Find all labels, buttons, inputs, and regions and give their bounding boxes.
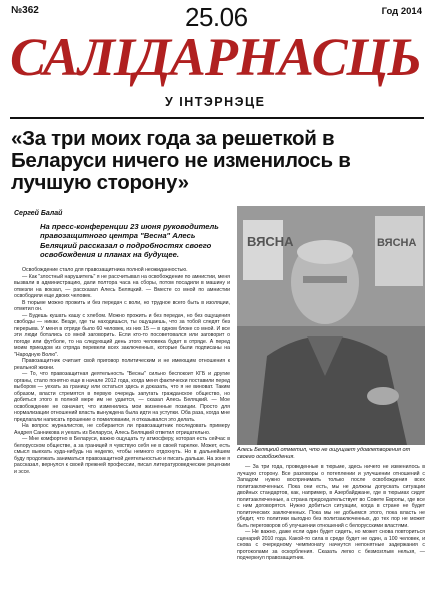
portrait-image bbox=[237, 206, 425, 445]
body-paragraph: На вопрос журналистов, не собирается ли правозащитник последовать примеру Андрея Санникова и уехать из Беларуси, Алесь Беляцкий ответил отрицательно. bbox=[14, 423, 230, 436]
body-paragraph: — То, что правозащитная деятельность "Весны" сильно беспокоит КГБ и другие органы, стало понятно еще в начале 2012 года, когда меня фактически поставили перед выбором — уехать за границу или остаться здесь и доказать, что я не виноват. Таким образом, власти стремятся в первую очередь запугать гражданское общество, но добиться этого в полной мере им не удается, — сказал Алесь Беляцкий. — Мое освобождение не означает, что изменились мои жизненные позиции. Просто для нормализации отношений власть вынуждена была идти на уступки. Оба раза, когда мне предлагали написать прошение о помиловании, я отказывался это делать. bbox=[14, 371, 230, 423]
masthead-subtitle: У ІНТЭРНЭЦЕ bbox=[165, 95, 266, 109]
header-divider bbox=[10, 117, 424, 119]
issue-date: 25.06 bbox=[185, 2, 248, 32]
article-lead: На пресс-конференции 23 июня руководитель правозащитного центра "Весна" Алесь Беляцкий рассказал о подробностях своего освобождения и планах на будущее. bbox=[40, 222, 219, 259]
body-paragraph: — Будешь кушать кашу с хлебом. Можно прожить и без передач, но без ощущения свободы — никак. Везде, где ты находишься, ты ощущаешь, что за тобой следят без перерыва. У меня в отряде было 60 человек, из них 15 — в одном блоке со мной. И все эти люди ботались со мной заговорить. Если кто-то посоветовался или заговорит о погоде или футболе, то на следующий день этого человека будет в отряде. А перед моим приездом из отряда перевели всех заключенных, которые были подписаны на "Народную Волю". bbox=[14, 312, 230, 358]
svg-text:ВЯСНА: ВЯСНА bbox=[377, 237, 417, 249]
svg-text:ВЯСНА: ВЯСНА bbox=[247, 234, 294, 249]
body-paragraph: — Мне комфортно в Беларуси, важно ощущать ту атмосферу, которая есть сейчас в белорусском обществе, а за границей я чувствую себя не в своей тарелке. Может, есть смысл выехать куда-нибудь на неделю, чтобы немного отдохнуть. Но в дальнейшем буду продолжать заниматься правозащитной деятельностью и писать дальше. На зоне я рассказал, вернулся к своей прежней профессии, писал литературоведческие рецензии и эссе. bbox=[14, 436, 230, 475]
issue-year: Год 2014 bbox=[381, 6, 422, 17]
photo-caption: Алесь Беляцкий отметил, что не ощущает удовлетворения от своего освобождения. bbox=[237, 447, 411, 460]
masthead-logo: САЛІДАРНАСЦЬ bbox=[10, 27, 421, 87]
article-body-right bbox=[237, 464, 425, 562]
body-paragraph: В тюрьме можно прожить и без передач с воли, но трудное всего быть в изоляции, отметил он. bbox=[14, 299, 230, 312]
article-byline: Сергей Балай bbox=[14, 210, 63, 217]
article-headline: «За три моих года за решеткой в Беларуси ничего не изменилось в лучшую сторону» bbox=[11, 127, 351, 194]
body-paragraph: — Как "злостный нарушитель" я не рассчитывал на освобождение по амнистии, меня вызвали в администрацию, дали полтора часа на сборы, потом посадили в машину и отвезли на вокзал, — рассказал Алесь Беляцкий. — Вместе со мной по амнистии освободили еще двоих человек. bbox=[14, 273, 230, 299]
body-paragraph: — За три года, проведенные в тюрьме, здесь ничего не изменилось в лучшую сторону. Все разговоры о потеплении и улучшении отношений с Западом нужно воспринимать только после освобождения всех политзаключенных. Пока они есть, мы не должны допускать ситуации двойных стандартов, как, например, в Азербайджане, где в тюрьмах сидят политзаключенные, а страна председательствует во Совете Европы, где все с ним договорятся. Нужно добиться ситуации, когда в стране не будет политических заключенных. Пока мы не добьемся этого, пока власть не убедит, что политики выгодно без политзаключенных, до тех пор не может быть переговоров об улучшении отношений с белорусскими властями. bbox=[237, 464, 425, 529]
body-paragraph: Освобождение стало для правозащитника полной неожиданностью. bbox=[22, 267, 188, 273]
article-body-left bbox=[14, 267, 230, 475]
body-paragraph: — Не важно, даже если один будет сидеть, но может снова повториться сценарий 2010 года. Какой-то сила в среде будет не один, а 100 человек, и снова с очередному чемпионату начнутся непонятные задержания с протоколами за оскорбления. Сказать легко с безмозглым нельзя, — подчеркнул правозащитник. bbox=[237, 529, 425, 561]
body-paragraph: Правозащитник считает свой приговор политическим и не имеющим отношения к реальной жизни. bbox=[14, 358, 230, 371]
issue-number: №362 bbox=[11, 5, 39, 16]
article-photo bbox=[237, 206, 425, 445]
